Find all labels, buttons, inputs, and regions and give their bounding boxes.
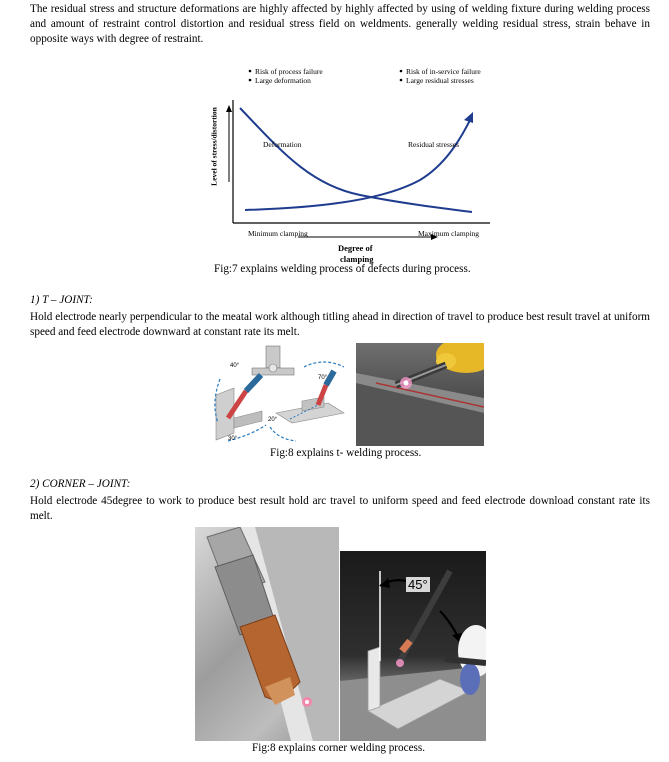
y-arrow-icon	[226, 105, 232, 112]
t-joint-text: Hold electrode nearly perpendicular to the meatal work although titling ahead in direction of travel to produce best result travel at uniform speed and feed electrode downward at constant rate its melt.	[30, 311, 650, 339]
note-process-failure: Risk of process failure	[255, 67, 323, 76]
deformation-curve	[240, 108, 472, 212]
angle-70-label: 70°	[318, 375, 328, 381]
fig8-t-caption: Fig:8 explains t- welding process.	[270, 447, 422, 459]
intro-paragraph: The residual stress and structure deformations are highly affected by highly affected by using of welding fixture during welding process and amount of restraint control distortion and residual stress field on weldments. generally welding residual stress, strain behave in opposite ways with degree of restraint.	[30, 3, 650, 46]
angle-40-label: 40°	[230, 363, 240, 369]
angle-30-label: 30°	[228, 436, 238, 442]
angle-20-label: 20°	[268, 417, 278, 423]
x-left-label: Minimum clamping	[248, 229, 308, 238]
t-joint-heading: 1) T – JOINT:	[30, 294, 93, 306]
corner-joint-text: Hold electrode 45degree to work to produce best result hold arc travel to uniform speed and feed electrode download constant rate its melt.	[30, 495, 650, 523]
x-axis-label-line1: Degree of	[338, 243, 373, 253]
note-large-residual: Large residual stresses	[406, 76, 474, 85]
corner-joint-heading: 2) CORNER – JOINT:	[30, 478, 131, 490]
t-joint-photo	[356, 343, 484, 446]
angle-45-label: 45°	[408, 577, 428, 592]
fig7-caption: Fig:7 explains welding process of defects during process.	[214, 263, 471, 275]
x-right-label: Maximum clamping	[418, 229, 480, 238]
figure-clamping-diagram	[200, 60, 500, 263]
x-axis-label-line2: clamping	[340, 254, 374, 264]
note-inservice-failure: Risk of in-service failure	[406, 67, 481, 76]
residual-arrow-icon	[464, 112, 473, 123]
corner-joint-photo-torch	[195, 527, 339, 741]
fig8-corner-caption: Fig:8 explains corner welding process.	[252, 742, 426, 754]
residual-stress-curve	[245, 120, 470, 210]
corner-joint-photo-45deg	[340, 551, 486, 741]
note-large-deformation: Large deformation	[255, 76, 311, 85]
y-axis-label: Level of stress/distortion	[209, 107, 219, 186]
curve-label-residual: Residual stresses	[408, 140, 460, 149]
figure-t-joint-diagram	[206, 343, 351, 446]
curve-label-deformation: Deformation	[263, 140, 302, 149]
